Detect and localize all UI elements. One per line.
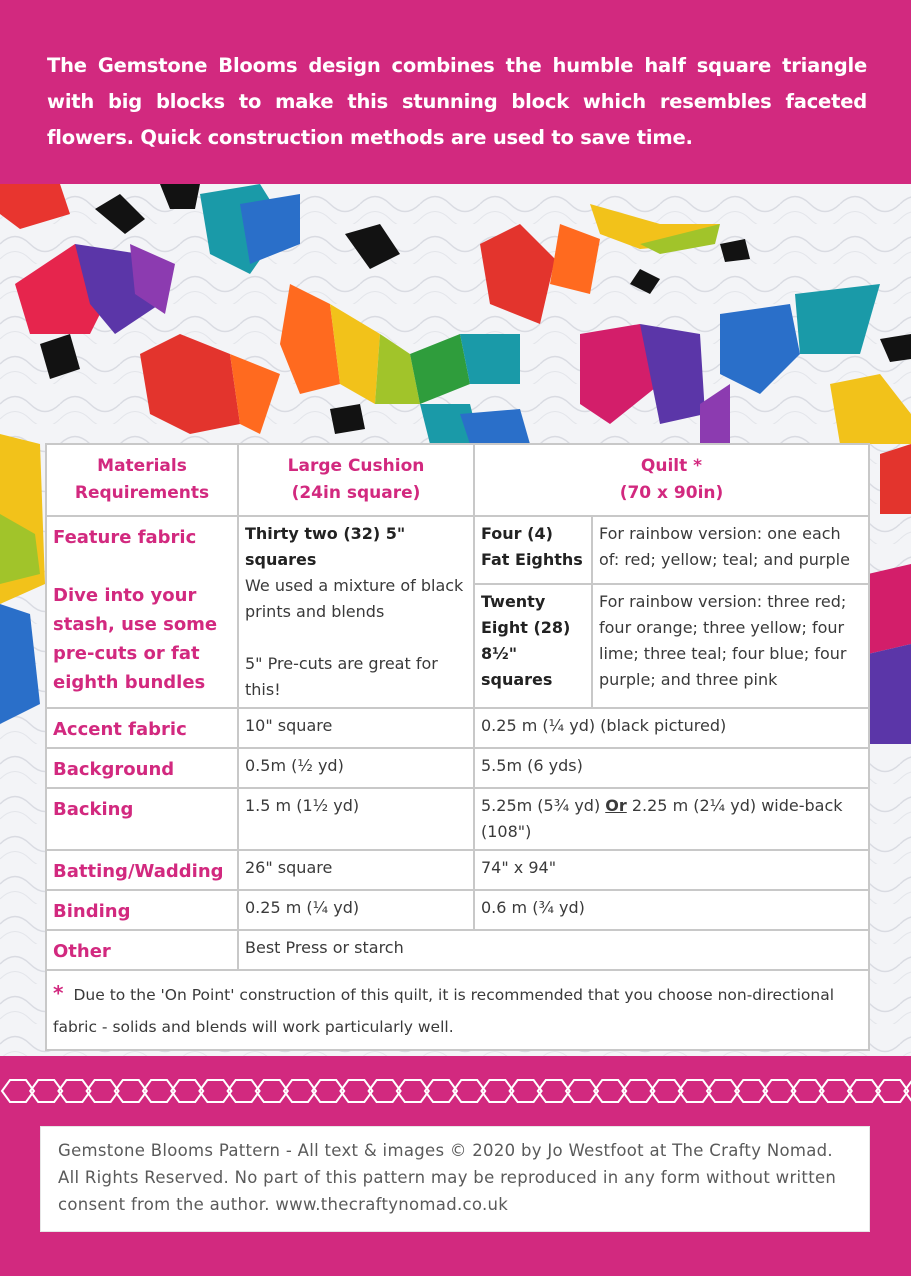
backing-quilt (474, 788, 869, 850)
other-value: Best Press or starch (238, 930, 869, 970)
binding-cushion: 0.25 m (¼ yd) (238, 890, 474, 930)
table-note (46, 970, 869, 1050)
backing-cushion: 1.5 m (1½ yd) (238, 788, 474, 850)
hexagon-border (0, 1056, 911, 1126)
batting-quilt: 74" x 94" (474, 850, 869, 890)
batting-cushion: 26" square (238, 850, 474, 890)
backing-quilt-b: 2.25 m (2¼ yd) wide-back (108") (481, 796, 843, 841)
feature-cushion-cell (238, 516, 474, 708)
background-cushion: 0.5m (½ yd) (238, 748, 474, 788)
header-quilt (474, 444, 869, 516)
header-cushion-label: Large Cushion (287, 456, 425, 476)
table-row-note (46, 970, 869, 1050)
copyright-footer (40, 1126, 870, 1232)
table-header-row (46, 444, 869, 516)
materials-table-wrapper (45, 443, 868, 1051)
feature-quilt-a-qty: Four (4) Fat Eighths (474, 516, 592, 584)
backing-quilt-a: 5.25m (5¾ yd) (481, 796, 606, 815)
backing-quilt-or: Or (605, 796, 627, 815)
header-quilt-label: Quilt * (640, 456, 703, 476)
feature-label: Feature fabric (53, 527, 197, 548)
feature-quilt-a-desc: For rainbow version: one each of: red; yellow; teal; and purple (592, 516, 869, 584)
table-row-feature (46, 516, 869, 584)
header-materials-label: Materials Requirements (74, 456, 210, 503)
note-text: Due to the 'On Point' construction of this quilt, it is recommended that you choose non-directional fabric - solids and blends will work particularly well. (53, 986, 835, 1036)
feature-quilt-b-desc: For rainbow version: three red; four orange; three yellow; four lime; three teal; four blue; four purple; and three pink (592, 584, 869, 708)
background-label: Background (46, 748, 238, 788)
table-row-backing (46, 788, 869, 850)
batting-label: Batting/Wadding (46, 850, 238, 890)
header-cushion (238, 444, 474, 516)
feature-cushion-bold: Thirty two (32) 5" squares (245, 524, 406, 569)
feature-tip: Dive into your stash, use some pre-cuts or fat eighth bundles (53, 585, 218, 693)
intro-text: The Gemstone Blooms design combines the humble half square triangle with big blocks to make this stunning block which resembles faceted flowers. Quick construction methods are used to save time. (47, 54, 867, 149)
intro-banner (0, 0, 911, 184)
accent-quilt: 0.25 m (¼ yd) (black pictured) (474, 708, 869, 748)
table-row-binding (46, 890, 869, 930)
header-quilt-sub: (70 x 90in) (619, 483, 724, 503)
background-quilt: 5.5m (6 yds) (474, 748, 869, 788)
feature-quilt-b-qty: Twenty Eight (28) 8½" squares (474, 584, 592, 708)
table-row-other (46, 930, 869, 970)
header-cushion-sub: (24in square) (291, 483, 421, 503)
accent-cushion: 10" square (238, 708, 474, 748)
binding-quilt: 0.6 m (¾ yd) (474, 890, 869, 930)
copyright-text: Gemstone Blooms Pattern - All text & images © 2020 by Jo Westfoot at The Crafty Nomad. All Rights Reserved. No part of this pattern may be reproduced in any form without written consent from the author. www.thecraftynomad.co.uk (58, 1141, 837, 1214)
feature-cushion-text2: 5" Pre-cuts are great for this! (245, 654, 438, 699)
table-row-batting (46, 850, 869, 890)
materials-table (45, 443, 870, 1051)
header-materials (46, 444, 238, 516)
table-row-background (46, 748, 869, 788)
note-star: * (53, 981, 64, 1005)
feature-label-cell (46, 516, 238, 708)
other-label: Other (46, 930, 238, 970)
table-row-accent (46, 708, 869, 748)
binding-label: Binding (46, 890, 238, 930)
hexagon-chain-icon (0, 1071, 911, 1111)
accent-label: Accent fabric (46, 708, 238, 748)
backing-label: Backing (46, 788, 238, 850)
feature-cushion-text: We used a mixture of black prints and blends (245, 576, 464, 621)
